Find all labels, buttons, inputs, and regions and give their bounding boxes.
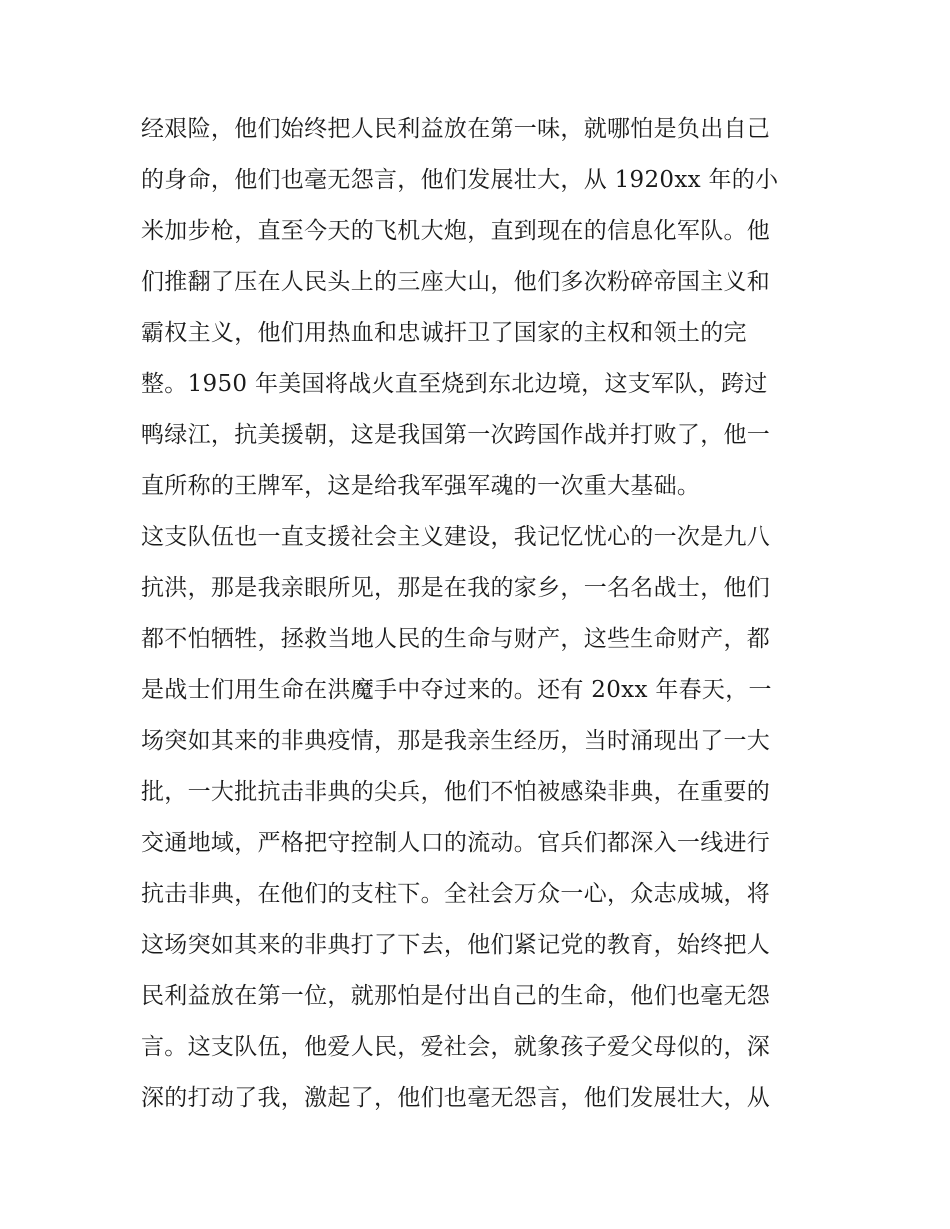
body-text	[141, 104, 821, 1124]
text-line-5: 霸权主义，他们用热血和忠诚扞卫了国家的主权和领土的完	[141, 320, 747, 346]
text-line-16: 抗击非典，在他们的支柱下。全社会万众一心，众志成城，将	[141, 881, 771, 907]
text-line-17: 这场突如其来的非典打了下去，他们紧记党的教育，始终把人	[141, 932, 771, 958]
text-line-11: 都不怕牺牲，拯救当地人民的生命与财产，这些生命财产，都	[141, 626, 771, 652]
text-line-8: 直所称的王牌军，这是给我军强军魂的一次重大基础。	[141, 473, 701, 499]
text-line-19: 言。这支队伍，他爱人民，爱社会，就象孩子爱父母似的，深	[141, 1034, 771, 1060]
text-line-1: 经艰险，他们始终把人民利益放在第一味，就哪怕是负出自己	[141, 116, 771, 142]
text-line-3: 米加步枪，直至今天的飞机大炮，直到现在的信息化军队。他	[141, 218, 771, 244]
text-line-14: 批，一大批抗击非典的尖兵，他们不怕被感染非典，在重要的	[141, 779, 771, 805]
text-line-15: 交通地域，严格把守控制人口的流动。官兵们都深入一线进行	[141, 830, 771, 856]
text-line-2: 的身命，他们也毫无怨言，他们发展壮大，从 1920xx 年的小	[141, 167, 779, 193]
text-line-10: 抗洪，那是我亲眼所见，那是在我的家乡，一名名战士，他们	[141, 575, 771, 601]
text-line-6: 整。1950 年美国将战火直至烧到东北边境，这支军队，跨过	[141, 371, 768, 397]
text-line-4: 们推翻了压在人民头上的三座大山，他们多次粉碎帝国主义和	[141, 269, 771, 295]
text-line-9: 这支队伍也一直支援社会主义建设，我记忆忧心的一次是九八	[141, 524, 771, 550]
text-line-18: 民利益放在第一位，就那怕是付出自己的生命，他们也毫无怨	[141, 983, 771, 1009]
text-line-12: 是战士们用生命在洪魔手中夺过来的。还有 20xx 年春天，一	[141, 677, 772, 703]
text-line-13: 场突如其来的非典疫情，那是我亲生经历，当时涌现出了一大	[141, 728, 771, 754]
text-line-7: 鸭绿江，抗美援朝，这是我国第一次跨国作战并打败了，他一	[141, 422, 771, 448]
text-line-20: 深的打动了我，激起了，他们也毫无怨言，他们发展壮大，从	[141, 1085, 771, 1111]
